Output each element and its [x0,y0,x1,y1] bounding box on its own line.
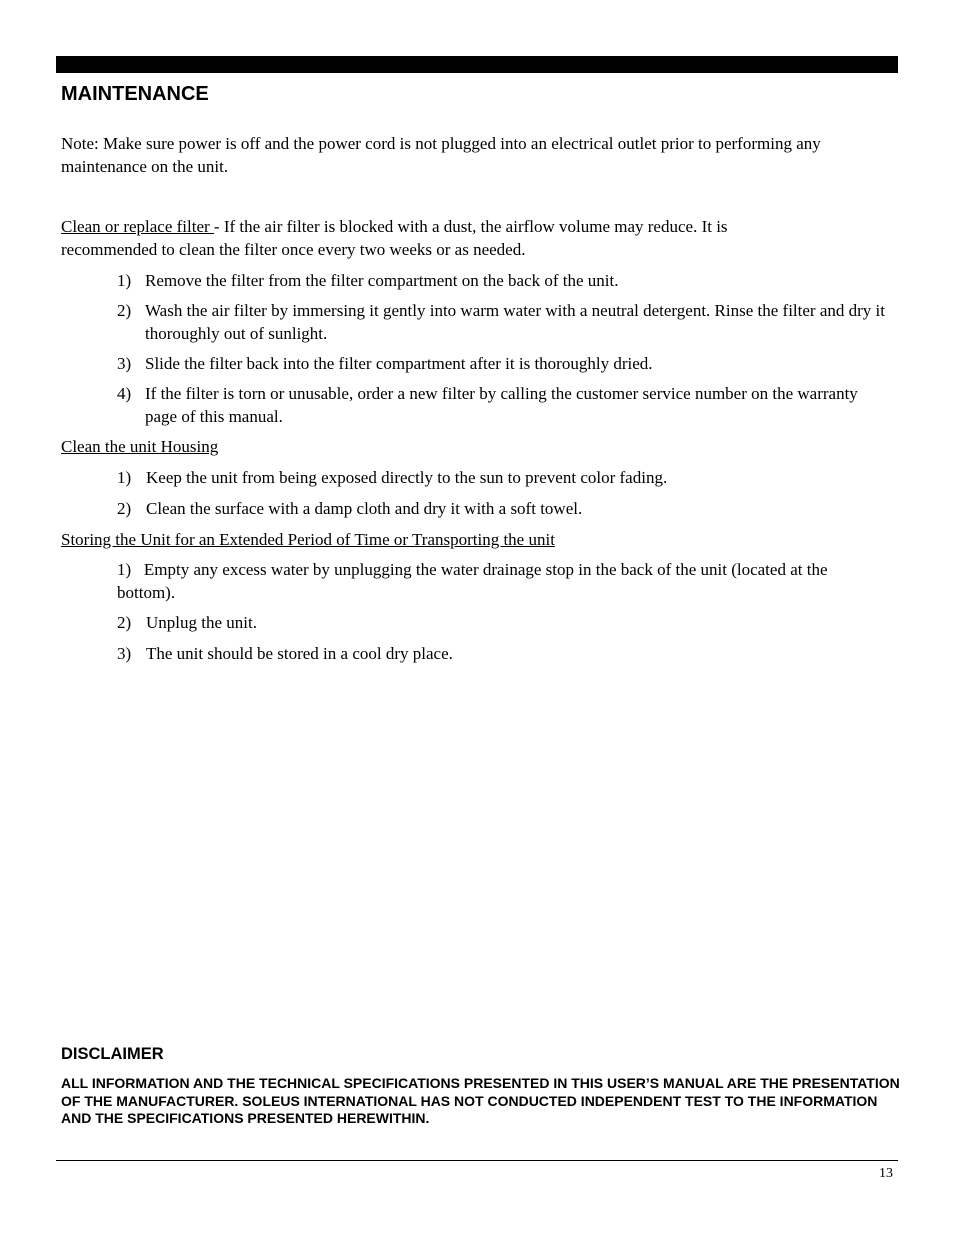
housing-heading: Clean the unit Housing [61,437,219,456]
disclaimer-text: ALL INFORMATION AND THE TECHNICAL SPECIFICATIONS PRESENTED IN THIS USER’S MANUAL ARE THE PRESENTATION OF THE MANUFACTURER. SOLEUS INTERNATIONAL HAS NOT CONDUCTED INDEPENDENT TEST TO THE INFORMATION AND THE SPECIFICATIONS PRESENTED HEREWITHIN. [61,1075,900,1126]
header-bar [56,56,898,73]
filter-step-2: 2) Wash the air filter by immersing it gently into warm water with a neutral detergent. Rinse the filter and dry it thoroughly out of sunlight. [117,301,885,343]
housing-step-1: 1) Keep the unit from being exposed directly to the sun to prevent color fading. [117,468,668,487]
storing-step-1: 1) Empty any excess water by unplugging the water drainage stop in the back of the unit (located at the bottom). [117,560,828,602]
housing-step-2: 2) Clean the surface with a damp cloth and dry it with a soft towel. [117,499,583,518]
filter-heading: Clean or replace filter [61,217,214,236]
section-title: MAINTENANCE [61,83,209,105]
filter-step-3: 3) Slide the filter back into the filter compartment after it is thoroughly dried. [117,354,653,373]
storing-heading: Storing the Unit for an Extended Period of Time or Transporting the unit [61,530,555,549]
storing-step-3: 3) The unit should be stored in a cool dry place. [117,644,453,663]
storing-step-2: 2) Unplug the unit. [117,613,257,632]
filter-intro: - If the air filter is blocked with a dust, the airflow volume may reduce. It is recommended to clean the filter once every two weeks or as needed. [61,217,728,259]
disclaimer-title: DISCLAIMER [61,1045,164,1063]
filter-paragraph [61,216,821,261]
filter-step-1: 1) Remove the filter from the filter compartment on the back of the unit. [117,271,619,290]
safety-note: Note: Make sure power is off and the power cord is not plugged into an electrical outlet prior to performing any maintenance on the unit. [61,134,821,176]
page-number: 13 [879,1166,893,1181]
footer-rule [56,1160,898,1161]
filter-step-4: 4) If the filter is torn or unusable, order a new filter by calling the customer service number on the warranty page of this manual. [117,384,858,426]
